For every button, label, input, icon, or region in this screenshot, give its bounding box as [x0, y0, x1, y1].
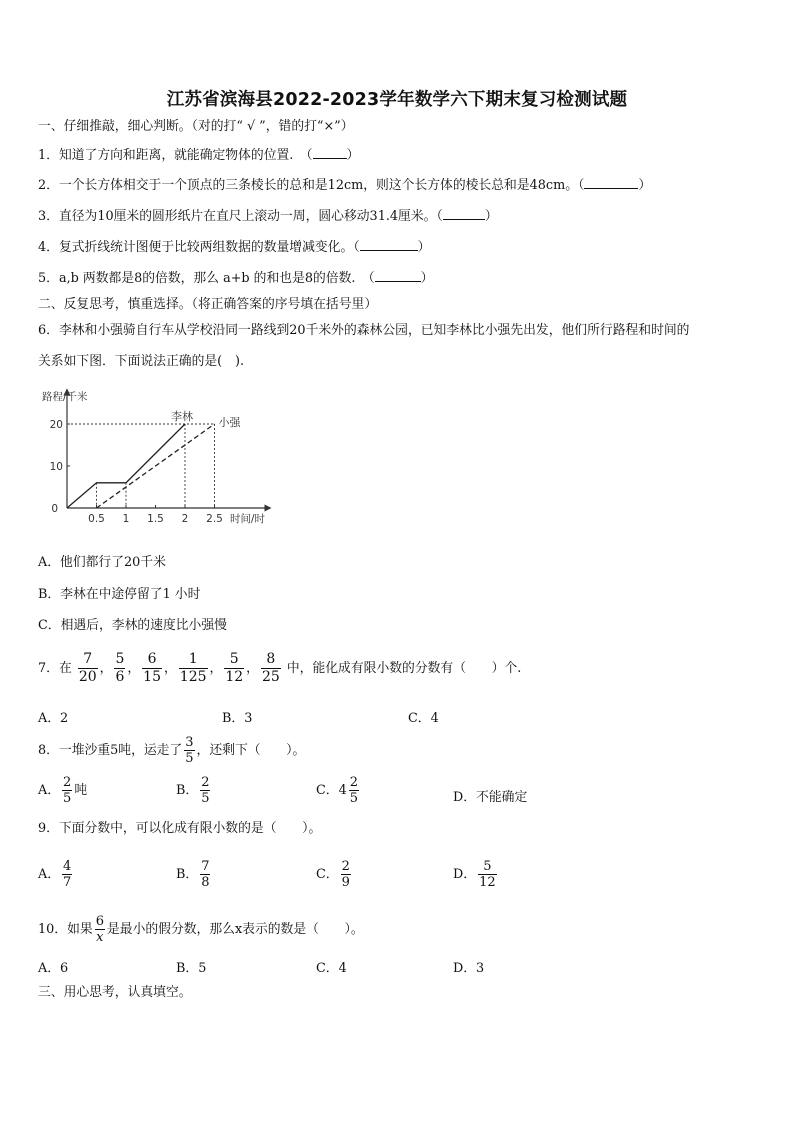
- origin-label: 0: [51, 503, 58, 515]
- fraction-denominator: 12: [225, 669, 244, 685]
- fraction-numerator: 1: [179, 651, 208, 669]
- question-5-text: 5．a,b 两数都是8的倍数，那么 a+b 的和也是8的倍数. （: [38, 271, 375, 286]
- option-label: D．: [453, 867, 477, 882]
- fraction-numerator: 4: [63, 859, 72, 874]
- question-5: [38, 269, 433, 288]
- fraction-numerator: 2: [341, 859, 350, 874]
- question-7-fraction: [179, 651, 208, 686]
- question-10-suffix: 是最小的假分数，那么x表示的数是（ ）。: [106, 922, 364, 937]
- chart-axes: [67, 392, 268, 508]
- x-tick-label: 2: [181, 513, 189, 525]
- close-paren: ）: [484, 209, 498, 224]
- question-6-option-c[interactable]: C．相遇后，李林的速度比小强慢: [38, 618, 227, 633]
- fraction-numerator: 5: [115, 651, 125, 667]
- separator: ，: [99, 661, 113, 676]
- option-label: A．: [38, 867, 61, 882]
- question-7-option-a[interactable]: A．2: [38, 711, 69, 726]
- y-axis-label: 路程/千米: [42, 391, 88, 403]
- question-6-line1: 6．李林和小强骑自行车从学校沿同一路线到20千米外的森林公园，已知李林比小强先出发，他们所行路程和时间的: [38, 323, 690, 338]
- question-7-option-c[interactable]: C．4: [408, 711, 439, 726]
- y-tick-label: 20: [49, 419, 63, 431]
- question-8-suffix: ，还剩下（ ）。: [196, 743, 306, 758]
- close-paren: ）: [420, 271, 434, 286]
- fraction-denominator: 20: [78, 669, 97, 685]
- option-label: C．: [316, 867, 339, 882]
- fraction-denominator: 15: [143, 669, 161, 685]
- fraction-numerator: 6: [142, 651, 162, 669]
- question-7-option-b[interactable]: B．3: [222, 711, 253, 726]
- question-7-fraction: [261, 651, 281, 686]
- question-7-suffix: 中，能化成有限小数的分数有（ ）个.: [286, 661, 522, 676]
- series-line-xiaoqiang: [97, 424, 215, 508]
- question-8: [38, 732, 305, 770]
- question-9-option-c[interactable]: [316, 859, 353, 890]
- fraction-denominator: 5: [201, 791, 210, 806]
- fraction-denominator: 12: [479, 875, 496, 890]
- option-fraction: [341, 859, 351, 890]
- question-8-option-c[interactable]: [316, 775, 361, 806]
- option-fraction: [62, 859, 72, 890]
- fraction-numerator: 6: [95, 914, 104, 929]
- close-paren: ）: [417, 240, 431, 255]
- question-6-option-a[interactable]: A．他们都行了20千米: [38, 555, 166, 570]
- question-7-fraction: [78, 651, 98, 686]
- question-10-option-c[interactable]: C．4: [316, 961, 347, 976]
- question-8-option-a[interactable]: [38, 775, 87, 806]
- answer-blank-1[interactable]: [313, 146, 347, 159]
- option-unit: 吨: [74, 783, 88, 798]
- separator: ，: [164, 661, 177, 676]
- x-tick-label: 0.5: [88, 513, 105, 525]
- question-7: [38, 650, 521, 688]
- fraction-numerator: 7: [201, 859, 210, 874]
- fraction-denominator: 5: [185, 751, 194, 766]
- separator: ，: [246, 661, 259, 676]
- question-7-prefix: 7．在: [38, 661, 72, 676]
- question-7-fraction: [142, 651, 162, 686]
- question-1: [38, 146, 359, 165]
- series-label: 李林: [171, 410, 193, 423]
- option-fraction: [200, 859, 210, 890]
- question-1-text: 1．知道了方向和距离，就能确定物体的位置. （: [38, 148, 313, 163]
- question-9-option-d[interactable]: [453, 859, 499, 890]
- x-tick-label: 1.5: [147, 513, 164, 525]
- fraction-numerator: 8: [261, 651, 281, 669]
- question-10-option-a[interactable]: A．6: [38, 961, 69, 976]
- question-8-prefix: 8．一堆沙重5吨，运走了: [38, 743, 183, 758]
- fraction-denominator: 8: [201, 875, 210, 890]
- question-7-fractions: [76, 651, 283, 685]
- fraction-denominator: 25: [261, 669, 280, 685]
- series-label: 小强: [218, 416, 241, 429]
- question-10-option-d[interactable]: D．3: [453, 961, 485, 976]
- section1-heading: 一、仔细推敲，细心判断。（对的打“ √ ”，错的打“×”）: [38, 119, 354, 134]
- x-axis-label: 时间/时: [230, 513, 266, 525]
- question-6-option-b[interactable]: B．李林在中途停留了1 小时: [38, 587, 201, 602]
- close-paren: ）: [346, 148, 360, 163]
- fraction-denominator: x: [96, 930, 104, 945]
- mixed-number-whole: 4: [338, 783, 347, 798]
- question-10-option-b[interactable]: B．5: [176, 961, 207, 976]
- x-tick-label: 2.5: [206, 513, 223, 525]
- fraction-denominator: 7: [63, 875, 72, 890]
- separator: ，: [209, 661, 223, 676]
- question-9-option-b[interactable]: [176, 859, 212, 890]
- separator: ，: [127, 661, 141, 676]
- option-fraction: [349, 775, 359, 806]
- fraction-numerator: 2: [63, 775, 72, 790]
- fraction-denominator: 5: [63, 791, 72, 806]
- question-9-option-a[interactable]: [38, 859, 74, 890]
- question-7-fraction: [114, 651, 125, 686]
- question-9: 9．下面分数中，可以化成有限小数的是（ ）。: [38, 821, 322, 836]
- question-8-option-d[interactable]: D．不能确定: [453, 790, 528, 805]
- answer-blank-5[interactable]: [375, 269, 421, 282]
- question-8-option-b[interactable]: [176, 775, 212, 806]
- question-2-text: 2．一个长方体相交于一个顶点的三条棱长的总和是12cm，则这个长方体的棱长总和是48cm。（: [38, 178, 585, 193]
- question-10: [38, 911, 364, 949]
- fraction-denominator: 125: [179, 669, 207, 685]
- answer-blank-4[interactable]: [360, 238, 418, 251]
- option-label: B．: [176, 783, 199, 798]
- fraction-denominator: 5: [349, 791, 359, 806]
- fraction-numerator: 2: [349, 775, 359, 790]
- question-3-text: 3．直径为10厘米的圆形纸片在直尺上滚动一周，圆心移动31.4厘米。（: [38, 209, 443, 224]
- option-fraction: [62, 775, 72, 806]
- section2-heading: 二、反复思考，慎重选择。（将正确答案的序号填在括号里）: [38, 297, 378, 312]
- question-6-line2: 关系如下图．下面说法正确的是( ).: [38, 354, 245, 369]
- option-label: C．: [316, 783, 339, 798]
- y-tick-label: 10: [49, 461, 63, 473]
- option-fraction: [478, 859, 497, 890]
- question-10-prefix: 10．如果: [38, 922, 93, 937]
- answer-blank-2[interactable]: [584, 176, 638, 189]
- distance-time-chart: [36, 384, 286, 528]
- x-tick-label: 1: [122, 513, 130, 525]
- fraction-numerator: 2: [201, 775, 210, 790]
- question-4: [38, 238, 430, 257]
- answer-blank-3[interactable]: [443, 207, 485, 220]
- fraction-numerator: 7: [78, 651, 98, 669]
- section3-heading: 三、用心思考，认真填空。: [38, 985, 192, 1000]
- fraction-numerator: 3: [185, 735, 194, 750]
- fraction-denominator: 6: [115, 669, 125, 685]
- question-7-fraction: [224, 651, 244, 686]
- question-10-fraction: [95, 914, 105, 945]
- option-label: B．: [176, 867, 199, 882]
- question-2: [38, 176, 651, 195]
- fraction-denominator: 9: [341, 875, 350, 890]
- question-8-fraction: [184, 735, 194, 766]
- close-paren: ）: [638, 178, 652, 193]
- question-4-text: 4．复式折线统计图便于比较两组数据的数量增减变化。（: [38, 240, 360, 255]
- fraction-numerator: 5: [224, 651, 244, 669]
- page-title: 江苏省滨海县2022-2023学年数学六下期末复习检测试题: [166, 90, 628, 110]
- fraction-numerator: 5: [478, 859, 497, 875]
- option-fraction: [200, 775, 210, 806]
- option-label: A．: [38, 783, 61, 798]
- question-3: [38, 207, 498, 226]
